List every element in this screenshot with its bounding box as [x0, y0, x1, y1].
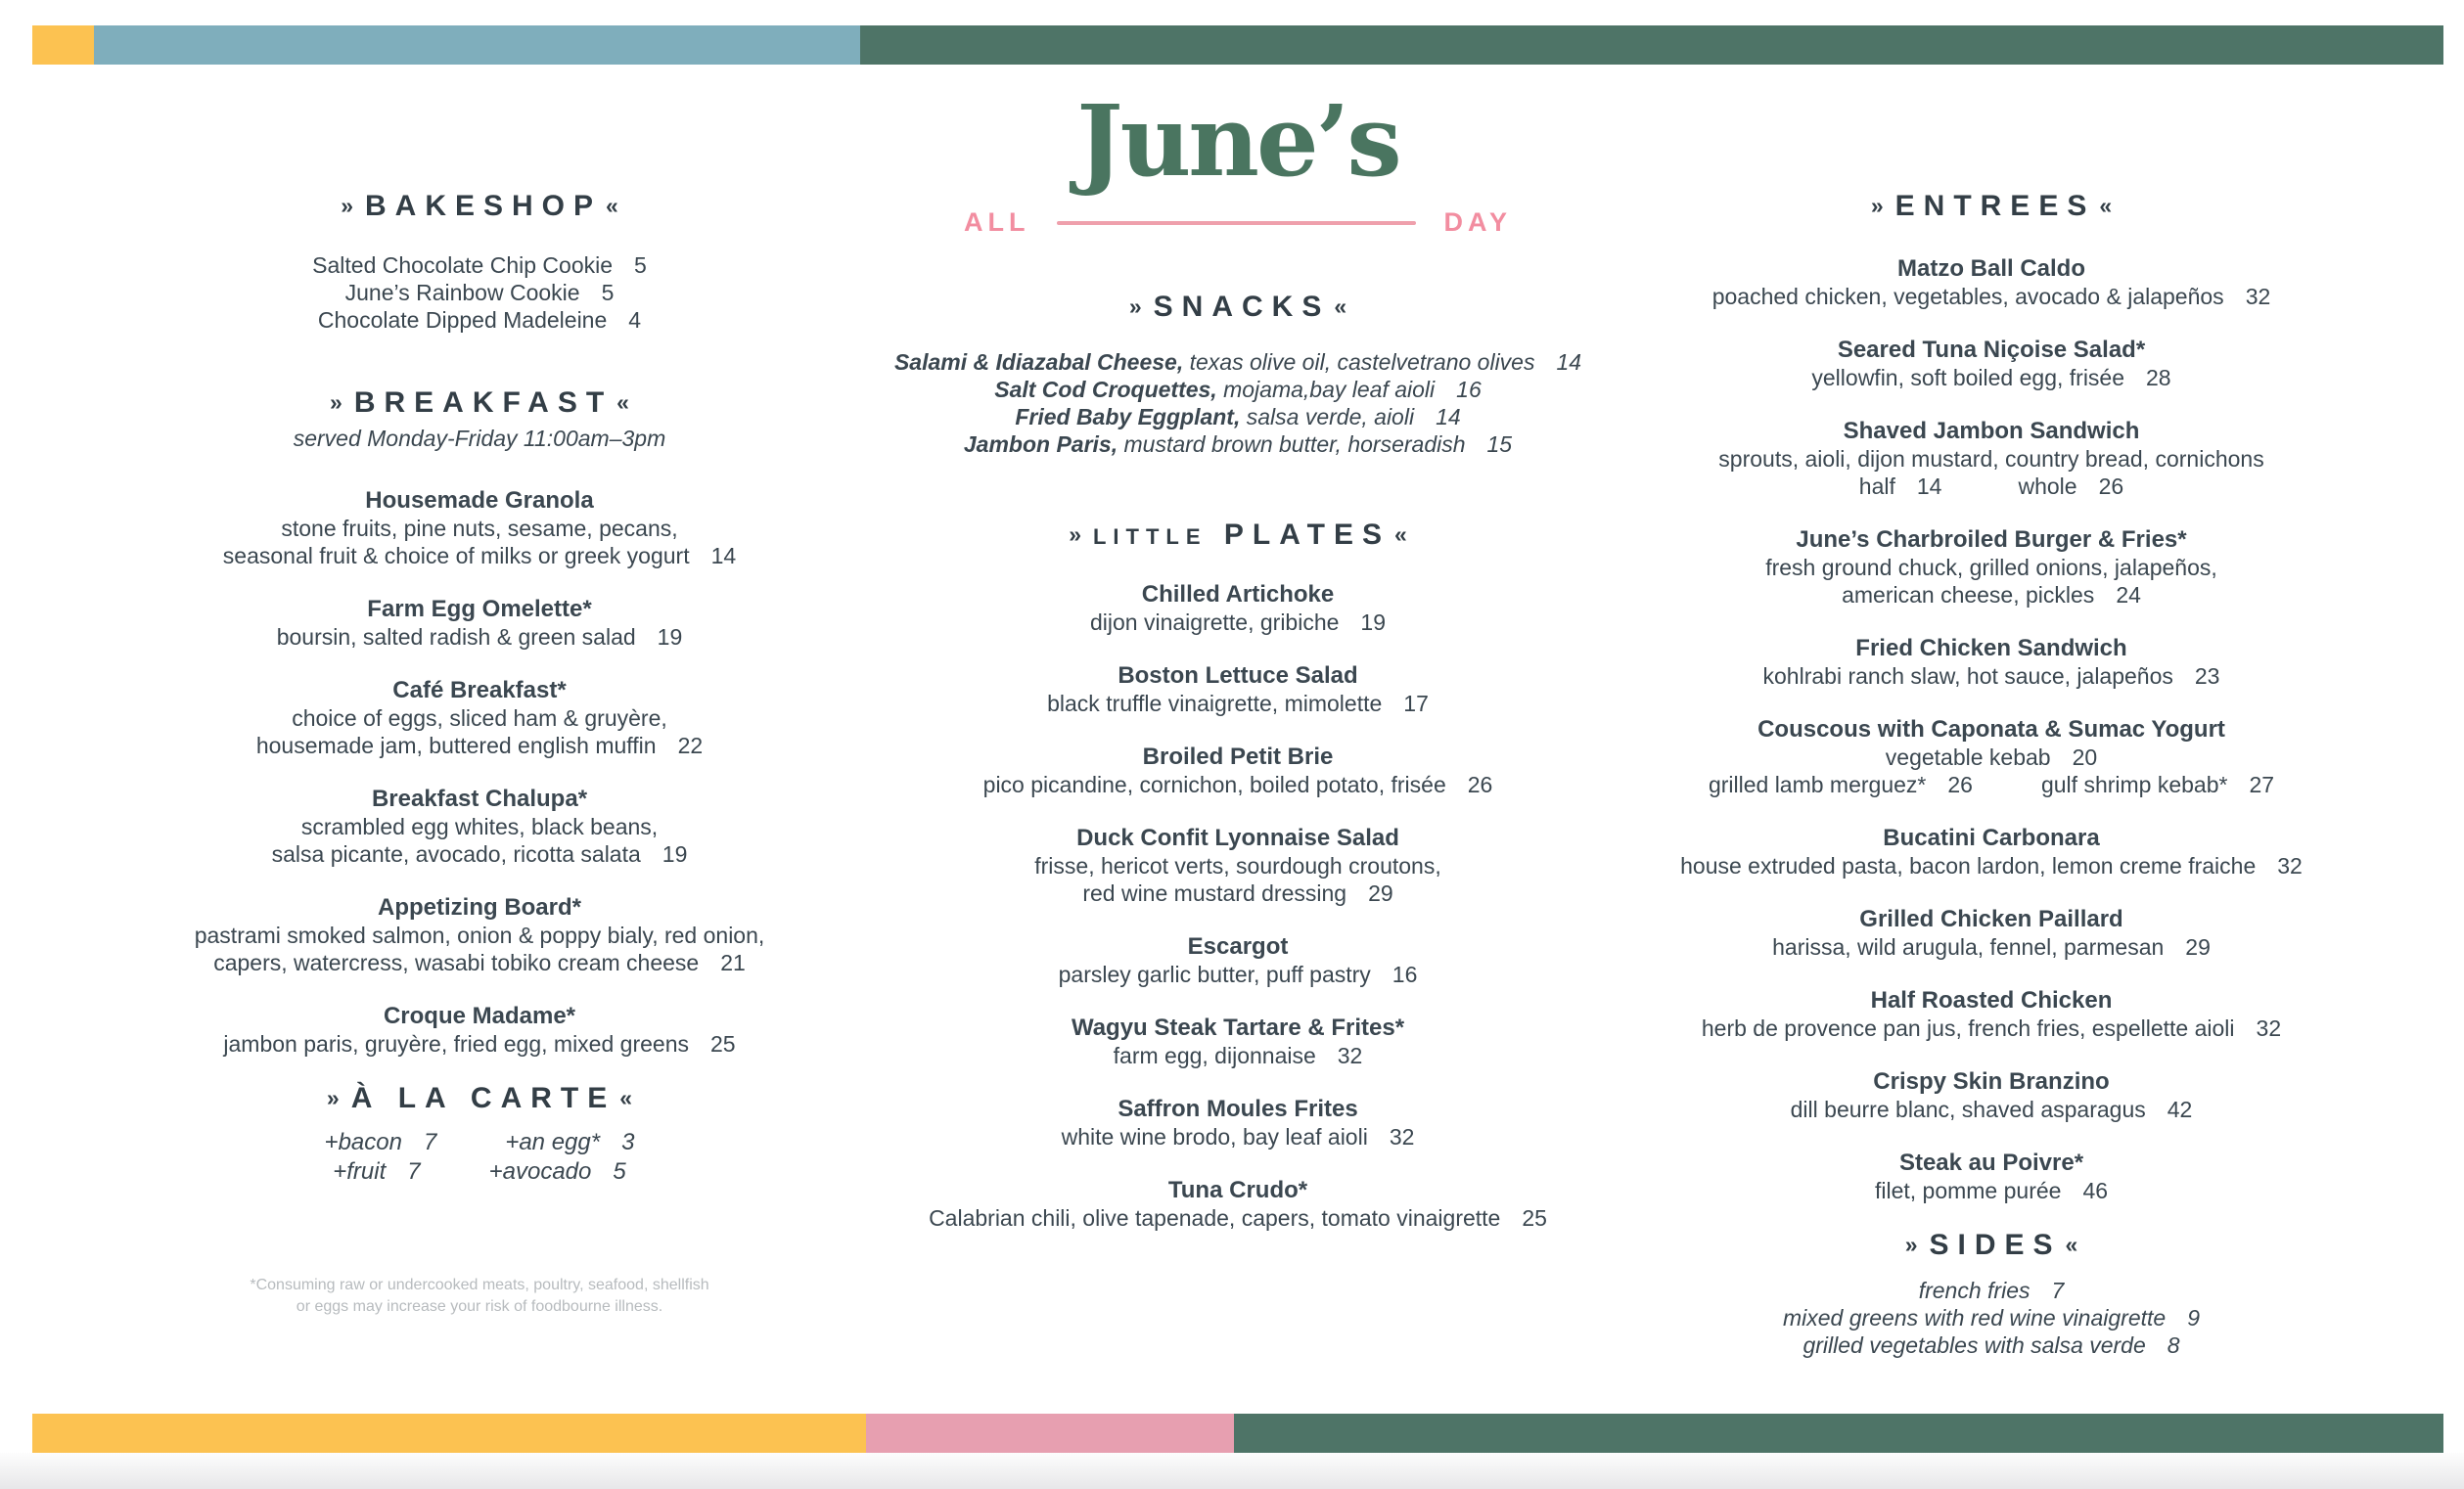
item-description	[846, 609, 1629, 636]
item-price: 5	[613, 1158, 626, 1185]
menu-item	[113, 1003, 846, 1058]
item-description	[846, 690, 1629, 717]
item-price: 7	[423, 1129, 437, 1155]
item-name: Escargot	[1187, 933, 1289, 960]
ornament-right: «	[2099, 193, 2113, 218]
item-name: Chocolate Dipped Madeleine	[317, 307, 608, 333]
item-price: 8	[2167, 1332, 2180, 1358]
item-description: fresh ground chuck, grilled onions, jalapeños,	[1765, 555, 2217, 580]
allergy-disclaimer	[113, 1275, 846, 1318]
section-title-text: SNACKS	[1153, 291, 1331, 323]
menu-item	[846, 1177, 1629, 1232]
variant-option	[1709, 771, 1973, 798]
menu-item	[1629, 1304, 2353, 1331]
menu-item	[846, 1015, 1629, 1069]
item-description	[846, 1204, 1629, 1232]
item-name: Appetizing Board*	[378, 894, 581, 921]
menu-item	[1629, 1331, 2353, 1359]
item-price: 16	[1456, 377, 1482, 402]
a-la-carte-row	[113, 1128, 846, 1157]
menu-item	[1629, 1068, 2353, 1123]
item-name: Fried Chicken Sandwich	[1855, 635, 2127, 661]
item-price: 26	[1467, 772, 1493, 797]
item-name: Seared Tuna Niçoise Salad*	[1837, 337, 2146, 363]
menu-item	[505, 1128, 634, 1157]
item-price: 26	[2098, 474, 2124, 499]
restaurant-logo: June’s	[1076, 83, 1399, 199]
item-price: 5	[601, 280, 615, 305]
item-price: 5	[634, 252, 647, 278]
item-description-text: capers, watercress, wasabi tobiko cream cheese	[213, 950, 700, 975]
item-price: 9	[2187, 1305, 2200, 1331]
ornament-right: «	[2065, 1232, 2078, 1257]
item-description	[1629, 283, 2353, 310]
item-name: Salted Chocolate Chip Cookie	[312, 252, 614, 278]
ornament-left: »	[1870, 193, 1884, 218]
menu-item	[325, 1128, 437, 1157]
bottom-bar-green-segment	[1234, 1414, 2443, 1453]
menu-item	[1629, 825, 2353, 880]
menu-item	[846, 376, 1629, 403]
item-price: 26	[1947, 772, 1973, 797]
item-description	[113, 949, 846, 976]
all-day-divider-line	[1057, 221, 1416, 225]
item-price: 14	[710, 543, 737, 568]
item-description: frisse, hericot verts, sourdough croutons,	[1034, 853, 1441, 879]
item-description: scrambled egg whites, black beans,	[300, 814, 659, 839]
bottom-color-bar	[32, 1414, 2443, 1453]
item-name: Broiled Petit Brie	[1142, 744, 1334, 770]
item-description	[113, 732, 846, 759]
menu-item	[113, 786, 846, 868]
item-name: Breakfast Chalupa*	[371, 786, 588, 812]
menu-item	[846, 403, 1629, 430]
item-price: 14	[1436, 404, 1461, 429]
menu-item	[846, 1096, 1629, 1151]
item-price: 23	[2194, 663, 2220, 689]
item-description-text: dijon vinaigrette, gribiche	[1089, 609, 1340, 635]
item-description: salsa verde, aioli	[1246, 404, 1415, 429]
item-price: 46	[2082, 1178, 2109, 1203]
item-description-text: parsley garlic butter, puff pastry	[1058, 962, 1371, 987]
variant-label: vegetable kebab	[1885, 744, 2051, 770]
item-name: Crispy Skin Branzino	[1873, 1068, 2110, 1095]
item-description	[1629, 1177, 2353, 1204]
ornament-left: »	[1904, 1232, 1918, 1257]
item-name: +avocado	[488, 1158, 592, 1185]
menu-item	[846, 581, 1629, 636]
item-description-text: kohlrabi ranch slaw, hot sauce, jalapeños	[1762, 663, 2173, 689]
item-description-text: house extruded pasta, bacon lardon, lemon creme fraiche	[1680, 853, 2257, 879]
item-description-text: Calabrian chili, olive tapenade, capers, tomato vinaigrette	[929, 1205, 1501, 1231]
item-price: 32	[2245, 284, 2271, 309]
item-price: 32	[2256, 1015, 2282, 1041]
item-name: Grilled Chicken Paillard	[1859, 906, 2123, 932]
item-name: Chilled Artichoke	[1141, 581, 1335, 608]
item-description-text: farm egg, dijonnaise	[1113, 1043, 1316, 1068]
item-name: +bacon	[324, 1129, 402, 1155]
a-la-carte-row	[113, 1157, 846, 1187]
menu-item	[113, 251, 846, 279]
section-snacks	[846, 293, 1629, 458]
snacks-list	[846, 348, 1629, 458]
item-name: Half Roasted Chicken	[1870, 987, 2113, 1014]
item-name: Salami & Idiazabal Cheese,	[893, 349, 1184, 375]
bakeshop-title	[113, 192, 846, 222]
item-price: 32	[2277, 853, 2303, 879]
item-name: french fries	[1918, 1278, 2031, 1303]
item-description-text: dill beurre blanc, shaved asparagus	[1790, 1097, 2146, 1122]
section-title-small-text: LITTLE	[1092, 524, 1208, 549]
menu-item	[1629, 716, 2353, 798]
item-description	[1629, 364, 2353, 391]
item-name: June’s Charbroiled Burger & Fries*	[1796, 526, 2187, 553]
menu-item	[1629, 1277, 2353, 1304]
section-sides	[1629, 1231, 2353, 1359]
item-variant-options	[1629, 771, 2353, 798]
item-description	[1629, 852, 2353, 880]
item-price: 21	[720, 950, 746, 975]
item-price: 14	[1556, 349, 1582, 375]
item-name: Wagyu Steak Tartare & Frites*	[1071, 1015, 1405, 1041]
variant-option	[2041, 771, 2274, 798]
item-name: Couscous with Caponata & Sumac Yogurt	[1757, 716, 2225, 743]
item-description: mojama,bay leaf aioli	[1223, 377, 1436, 402]
item-description-text: jambon paris, gruyère, fried egg, mixed greens	[223, 1031, 689, 1057]
day-label: DAY	[1443, 207, 1512, 237]
bottom-bar-pink-segment	[866, 1414, 1234, 1453]
item-description	[846, 1123, 1629, 1151]
item-name: Housemade Granola	[365, 487, 594, 514]
item-description-text: salsa picante, avocado, ricotta salata	[271, 841, 641, 867]
item-description: stone fruits, pine nuts, sesame, pecans,	[281, 516, 678, 541]
item-description-text: housemade jam, buttered english muffin	[255, 733, 657, 758]
item-name: Jambon Paris,	[963, 431, 1118, 457]
size-label: whole	[2018, 474, 2077, 499]
menu-item	[846, 662, 1629, 717]
item-name: Steak au Poivre*	[1898, 1150, 2084, 1176]
menu-item	[846, 825, 1629, 907]
all-day-banner	[964, 207, 1512, 238]
item-name: June’s Rainbow Cookie	[344, 280, 580, 305]
menu-item	[113, 279, 846, 306]
section-entrees	[1629, 192, 2353, 1204]
item-description	[846, 961, 1629, 988]
entrees-title	[1629, 192, 2353, 222]
disclaimer-line: *Consuming raw or undercooked meats, poultry, seafood, shellfish	[250, 1277, 709, 1293]
item-name: grilled vegetables with salsa verde	[1802, 1332, 2146, 1358]
item-name: Salt Cod Croquettes,	[994, 377, 1217, 402]
item-name: Bucatini Carbonara	[1883, 825, 2100, 851]
item-price: 29	[2185, 934, 2211, 960]
a-la-carte-title	[113, 1084, 846, 1114]
menu-item	[113, 894, 846, 976]
item-price: 3	[621, 1129, 635, 1155]
item-price: 20	[2072, 744, 2098, 770]
ornament-right: «	[619, 1085, 633, 1110]
section-breakfast	[113, 388, 846, 1058]
menu-item	[1629, 1150, 2353, 1204]
item-price: 28	[2146, 365, 2171, 390]
menu-item	[489, 1157, 626, 1187]
item-description-text: boursin, salted radish & green salad	[276, 624, 636, 650]
item-description	[113, 840, 846, 868]
item-description-text: poached chicken, vegetables, avocado & jalapeños	[1711, 284, 2224, 309]
section-title-text: BREAKFAST	[353, 386, 614, 419]
item-price: 14	[1916, 474, 1942, 499]
section-title-text: À LA CARTE	[350, 1082, 616, 1114]
ornament-right: «	[1334, 293, 1347, 319]
ornament-left: »	[326, 1085, 340, 1110]
menu-item	[846, 744, 1629, 798]
item-name: +fruit	[333, 1158, 387, 1185]
section-little-plates	[846, 520, 1629, 1232]
item-description	[846, 880, 1629, 907]
item-price: 25	[1522, 1205, 1547, 1231]
item-name: Farm Egg Omelette*	[367, 596, 592, 622]
size-option	[1859, 473, 1942, 500]
menu-item	[846, 430, 1629, 458]
item-price: 24	[2116, 582, 2141, 608]
center-column	[846, 0, 1629, 1489]
left-column	[113, 0, 846, 1489]
item-price: 15	[1486, 431, 1513, 457]
menu-item	[1629, 337, 2353, 391]
item-description	[113, 623, 846, 651]
item-description	[1629, 1015, 2353, 1042]
all-label: ALL	[964, 207, 1030, 237]
menu-item	[1629, 906, 2353, 961]
item-name: Duck Confit Lyonnaise Salad	[1076, 825, 1399, 851]
disclaimer-line: or eggs may increase your risk of foodbourne illness.	[296, 1298, 663, 1315]
ornament-right: «	[1394, 521, 1407, 547]
item-size-options	[1629, 473, 2353, 500]
menu-item	[846, 933, 1629, 988]
page-bottom-shadow	[0, 1453, 2464, 1489]
item-description-text: herb de provence pan jus, french fries, espellette aioli	[1701, 1015, 2235, 1041]
section-title-text: PLATES	[1223, 519, 1391, 551]
ornament-left: »	[330, 389, 342, 415]
item-description-text: white wine brodo, bay leaf aioli	[1061, 1124, 1368, 1150]
right-column	[1629, 0, 2353, 1489]
item-description-text: harissa, wild arugula, fennel, parmesan	[1772, 934, 2165, 960]
item-price: 29	[1368, 880, 1393, 906]
item-name: Croque Madame*	[383, 1003, 576, 1029]
item-description	[1629, 1096, 2353, 1123]
item-description	[1629, 662, 2353, 690]
section-bakeshop	[113, 192, 846, 334]
item-description	[846, 771, 1629, 798]
item-name: Matzo Ball Caldo	[1896, 255, 2085, 282]
item-name: mixed greens with red wine vinaigrette	[1783, 1305, 2167, 1331]
ornament-right: «	[606, 193, 618, 218]
section-a-la-carte	[113, 1084, 846, 1187]
item-price: 16	[1392, 962, 1418, 987]
item-description-text: black truffle vinaigrette, mimolette	[1047, 691, 1383, 716]
breakfast-title	[113, 388, 846, 419]
variant-label: grilled lamb merguez*	[1708, 772, 1927, 797]
item-description: texas olive oil, castelvetrano olives	[1189, 349, 1535, 375]
item-price: 27	[2249, 772, 2275, 797]
menu-item	[333, 1157, 420, 1187]
item-description	[113, 1030, 846, 1058]
ornament-right: «	[616, 389, 629, 415]
snacks-title	[846, 293, 1629, 323]
item-name: Café Breakfast*	[392, 677, 567, 703]
item-price: 32	[1389, 1124, 1415, 1150]
item-price: 42	[2167, 1097, 2193, 1122]
item-price: 19	[657, 624, 683, 650]
ornament-left: »	[341, 193, 353, 218]
item-price: 22	[677, 733, 704, 758]
item-price: 4	[628, 307, 642, 333]
item-description	[1629, 933, 2353, 961]
item-price: 32	[1337, 1043, 1363, 1068]
item-description-text: filet, pomme purée	[1874, 1178, 2062, 1203]
item-description-text: yellowfin, soft boiled egg, frisée	[1811, 365, 2125, 390]
variant-label: gulf shrimp kebab*	[2040, 772, 2228, 797]
menu-item	[1629, 255, 2353, 310]
item-price: 19	[1360, 609, 1387, 635]
menu-item	[113, 306, 846, 334]
item-description: mustard brown butter, horseradish	[1123, 431, 1466, 457]
item-description	[846, 1042, 1629, 1069]
menu-item	[113, 677, 846, 759]
ornament-left: »	[1069, 521, 1081, 547]
item-description	[1629, 581, 2353, 609]
section-title-text: SIDES	[1929, 1229, 2062, 1261]
item-description: pastrami smoked salmon, onion & poppy bialy, red onion,	[194, 923, 765, 948]
bottom-bar-yellow-segment	[32, 1414, 866, 1453]
menu-item	[1629, 987, 2353, 1042]
item-variant	[1629, 744, 2353, 771]
menu-item	[1629, 418, 2353, 500]
item-description: choice of eggs, sliced ham & gruyère,	[292, 705, 667, 731]
item-price: 7	[2051, 1278, 2065, 1303]
size-label: half	[1858, 474, 1895, 499]
size-option	[2018, 473, 2123, 500]
item-name: Boston Lettuce Salad	[1118, 662, 1358, 689]
item-price: 25	[709, 1031, 736, 1057]
menu-item	[1629, 635, 2353, 690]
item-description-text: american cheese, pickles	[1842, 582, 2095, 608]
item-price: 19	[662, 841, 688, 867]
item-name: Tuna Crudo*	[1167, 1177, 1308, 1203]
ornament-left: »	[1128, 293, 1142, 319]
menu-item	[113, 596, 846, 651]
item-description	[113, 542, 846, 569]
section-title-text: BAKESHOP	[364, 190, 603, 222]
item-name: Fried Baby Eggplant,	[1015, 404, 1241, 429]
item-description: sprouts, aioli, dijon mustard, country bread, cornichons	[1718, 446, 2264, 472]
little-plates-title	[846, 520, 1629, 552]
item-name: Shaved Jambon Sandwich	[1843, 418, 2140, 444]
item-price: 7	[407, 1158, 421, 1185]
menu-item	[846, 348, 1629, 376]
sides-title	[1629, 1231, 2353, 1261]
item-name: Saffron Moules Frites	[1118, 1096, 1358, 1122]
menu-item	[1629, 526, 2353, 609]
breakfast-hours: served Monday-Friday 11:00am–3pm	[293, 426, 666, 451]
section-title-text: ENTREES	[1894, 190, 2096, 222]
item-description-text: pico picandine, cornichon, boiled potato, frisée	[982, 772, 1446, 797]
item-price: 17	[1403, 691, 1429, 716]
item-name: +an egg*	[505, 1129, 601, 1155]
item-description-text: red wine mustard dressing	[1082, 880, 1347, 906]
menu-item	[113, 487, 846, 569]
item-description-text: seasonal fruit & choice of milks or greek yogurt	[222, 543, 690, 568]
